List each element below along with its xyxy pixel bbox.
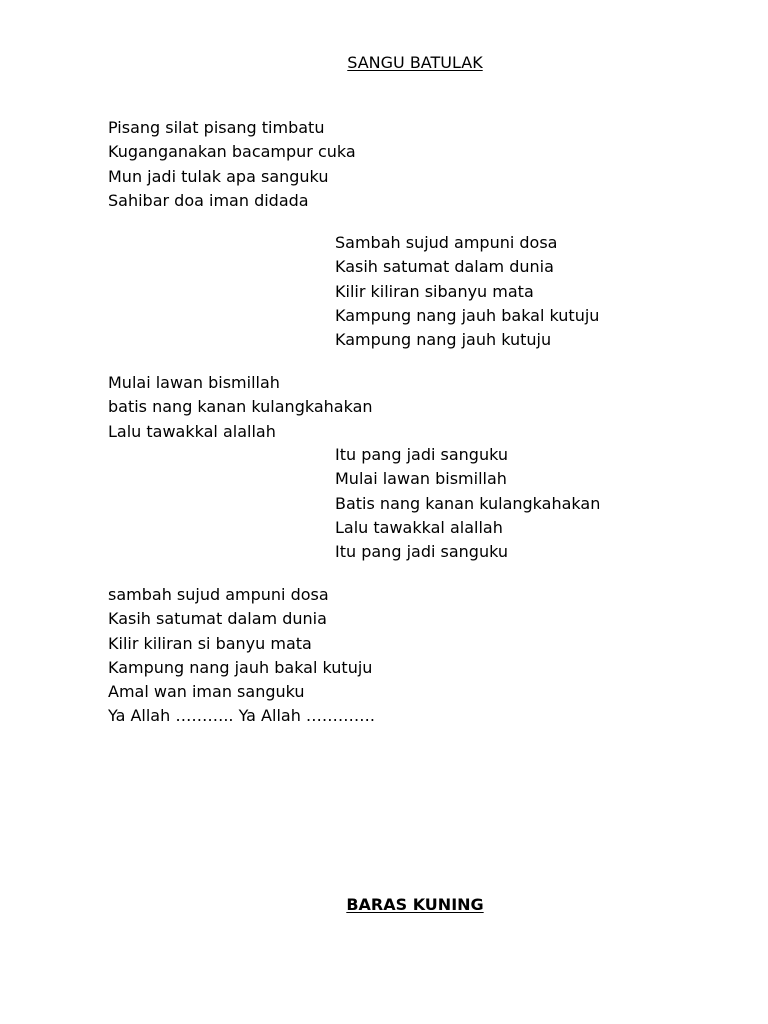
lyric-line: Kilir kiliran si banyu mata [108, 633, 312, 653]
lyric-line: batis nang kanan kulangkahakan [108, 397, 373, 417]
stanza-5 [108, 583, 375, 729]
lyric-line: Mulai lawan bismillah [335, 469, 507, 489]
lyric-line: Ya Allah ……….. Ya Allah …………. [108, 706, 375, 726]
stanza-2 [335, 231, 599, 352]
lyric-line: Mulai lawan bismillah [108, 373, 280, 392]
lyric-line: Pisang silat pisang timbatu [108, 118, 325, 137]
lyric-line: Batis nang kanan kulangkahakan [335, 493, 601, 513]
stanza-3 [108, 371, 373, 444]
lyric-line: sambah sujud ampuni dosa [108, 585, 329, 604]
stanza-4 [335, 443, 600, 564]
lyric-line: Kasih satumat dalam dunia [108, 609, 327, 629]
lyric-line: Kasih satumat dalam dunia [335, 257, 554, 277]
lyric-line: Sambah sujud ampuni dosa [335, 233, 558, 252]
lyric-line: Itu pang jadi sanguku [335, 445, 508, 464]
stanza-1 [108, 116, 356, 213]
lyric-line: Kampung nang jauh bakal kutuju [335, 305, 600, 325]
lyric-line: Mun jadi tulak apa sanguku [108, 166, 329, 186]
lyric-line: Kampung nang jauh bakal kutuju [108, 657, 373, 677]
lyric-line: Lalu tawakkal alallah [335, 517, 503, 537]
lyric-line: Kilir kiliran sibanyu mata [335, 281, 534, 301]
lyric-line: Kampung nang jauh kutuju [335, 330, 552, 350]
song-title-baras-kuning: BARAS KUNING [346, 895, 484, 914]
lyric-line: Amal wan iman sanguku [108, 682, 305, 702]
song-title-sangu-batulak: SANGU BATULAK [347, 53, 483, 72]
lyric-line: Itu pang jadi sanguku [335, 542, 508, 562]
lyric-line: Kuganganakan bacampur cuka [108, 142, 356, 162]
lyric-line: Lalu tawakkal alallah [108, 421, 276, 441]
lyric-line: Sahibar doa iman didada [108, 190, 309, 210]
